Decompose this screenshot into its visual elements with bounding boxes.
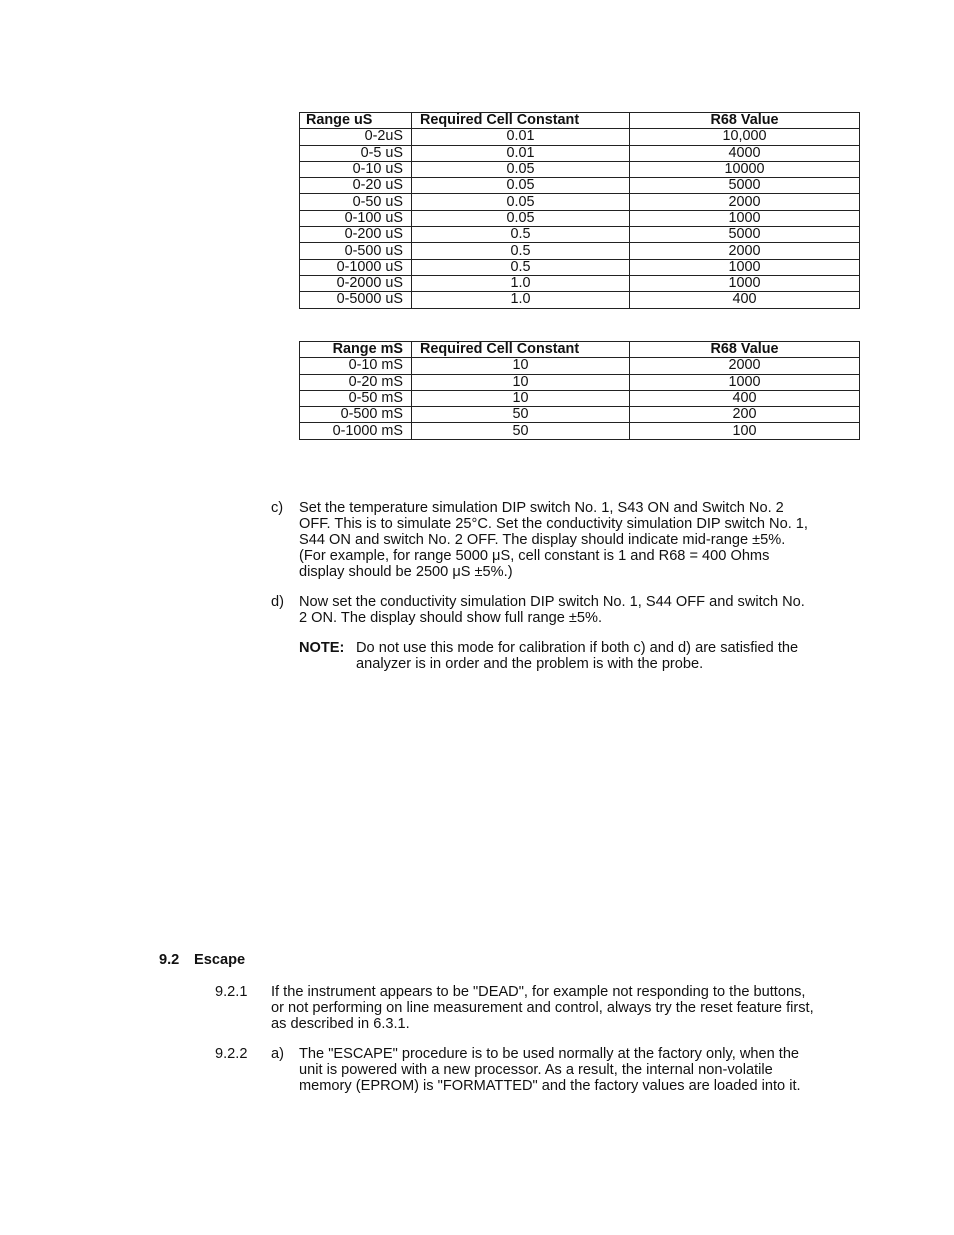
item-921-line: as described in 6.3.1. [271,1016,410,1032]
range-cell: 0-10 uS [300,161,412,177]
step-c-label: c) [271,500,284,516]
range-cell: 0-1000 uS [300,259,412,275]
range-cell: 0-200 uS [300,227,412,243]
table-row [300,243,860,259]
table-row [300,145,860,161]
r68-cell: 1000 [630,275,860,291]
cell-constant-cell: 0.05 [412,161,630,177]
range-cell: 0-10 mS [300,358,412,374]
header-range-ms: Range mS [300,342,412,358]
header-r68-value: R68 Value [630,342,860,358]
table-row [300,178,860,194]
section-title: Escape [194,952,246,968]
item-922-label: a) [271,1046,284,1062]
cell-constant-cell: 50 [412,423,630,439]
item-921-line: or not performing on line measurement and control, always try the reset feature first, [271,1000,814,1016]
item-921-text [271,984,861,1032]
step-c-line: display should be 2500 μS ±5%.) [299,564,513,580]
cell-constant-cell: 0.5 [412,227,630,243]
step-c-line: S44 ON and switch No. 2 OFF. The display should indicate mid-range ±5%. [299,532,786,548]
table-header-row [300,113,860,129]
range-cell: 0-1000 mS [300,423,412,439]
range-ms-table [299,341,860,440]
range-us-table [299,112,860,309]
note-line: Do not use this mode for calibration if both c) and d) are satisfied the [356,640,799,656]
r68-cell: 200 [630,407,860,423]
table-row [300,390,860,406]
header-range-us: Range uS [300,113,412,129]
r68-cell: 4000 [630,145,860,161]
item-922-text [299,1046,859,1094]
table-row [300,129,860,145]
item-922-line: memory (EPROM) is "FORMATTED" and the factory values are loaded into it. [299,1078,801,1094]
range-cell: 0-2uS [300,129,412,145]
cell-constant-cell: 0.05 [412,178,630,194]
r68-cell: 2000 [630,243,860,259]
note-label: NOTE: [299,640,345,656]
table-row [300,227,860,243]
range-cell: 0-5 uS [300,145,412,161]
table-row [300,374,860,390]
cell-constant-cell: 1.0 [412,292,630,308]
table-row [300,423,860,439]
step-c-line: Set the temperature simulation DIP switch No. 1, S43 ON and Switch No. 2 [299,500,784,516]
table-row [300,210,860,226]
item-922-line: unit is powered with a new processor. As a result, the internal non-volatile [299,1062,773,1078]
table-row [300,275,860,291]
range-cell: 0-20 uS [300,178,412,194]
range-cell: 0-5000 uS [300,292,412,308]
cell-constant-cell: 0.01 [412,129,630,145]
r68-cell: 2000 [630,358,860,374]
cell-constant-cell: 10 [412,358,630,374]
cell-constant-cell: 0.5 [412,259,630,275]
range-cell: 0-50 uS [300,194,412,210]
header-cell-constant: Required Cell Constant [412,113,630,129]
cell-constant-cell: 10 [412,374,630,390]
r68-cell: 1000 [630,210,860,226]
step-c-line: OFF. This is to simulate 25°C. Set the conductivity simulation DIP switch No. 1, [299,516,808,532]
table-row [300,161,860,177]
r68-cell: 5000 [630,227,860,243]
cell-constant-cell: 1.0 [412,275,630,291]
item-921-line: If the instrument appears to be "DEAD", for example not responding to the buttons, [271,984,806,1000]
section-number: 9.2 [159,952,180,968]
r68-cell: 1000 [630,259,860,275]
range-cell: 0-500 mS [300,407,412,423]
table-row [300,194,860,210]
step-c-text [299,500,859,580]
cell-constant-cell: 0.5 [412,243,630,259]
cell-constant-cell: 50 [412,407,630,423]
range-cell: 0-50 mS [300,390,412,406]
r68-cell: 2000 [630,194,860,210]
table-row [300,407,860,423]
step-d-line: 2 ON. The display should show full range ±5%. [299,610,603,626]
step-d-label: d) [271,594,284,610]
cell-constant-cell: 0.01 [412,145,630,161]
r68-cell: 1000 [630,374,860,390]
r68-cell: 10000 [630,161,860,177]
table-header-row [300,342,860,358]
cell-constant-cell: 0.05 [412,194,630,210]
r68-cell: 10,000 [630,129,860,145]
note-text [356,640,856,672]
header-r68-value: R68 Value [630,113,860,129]
note-line: analyzer is in order and the problem is with the probe. [356,656,704,672]
r68-cell: 400 [630,292,860,308]
r68-cell: 400 [630,390,860,406]
table-row [300,358,860,374]
item-922-number: 9.2.2 [215,1046,248,1062]
r68-cell: 5000 [630,178,860,194]
range-cell: 0-100 uS [300,210,412,226]
range-cell: 0-500 uS [300,243,412,259]
range-cell: 0-20 mS [300,374,412,390]
r68-cell: 100 [630,423,860,439]
cell-constant-cell: 0.05 [412,210,630,226]
item-922-line: The "ESCAPE" procedure is to be used normally at the factory only, when the [299,1046,800,1062]
table-row [300,259,860,275]
table-row [300,292,860,308]
header-cell-constant: Required Cell Constant [412,342,630,358]
range-cell: 0-2000 uS [300,275,412,291]
item-921-number: 9.2.1 [215,984,248,1000]
cell-constant-cell: 10 [412,390,630,406]
step-d-text [299,594,859,626]
step-d-line: Now set the conductivity simulation DIP switch No. 1, S44 OFF and switch No. [299,594,805,610]
step-c-line: (For example, for range 5000 μS, cell constant is 1 and R68 = 400 Ohms [299,548,770,564]
